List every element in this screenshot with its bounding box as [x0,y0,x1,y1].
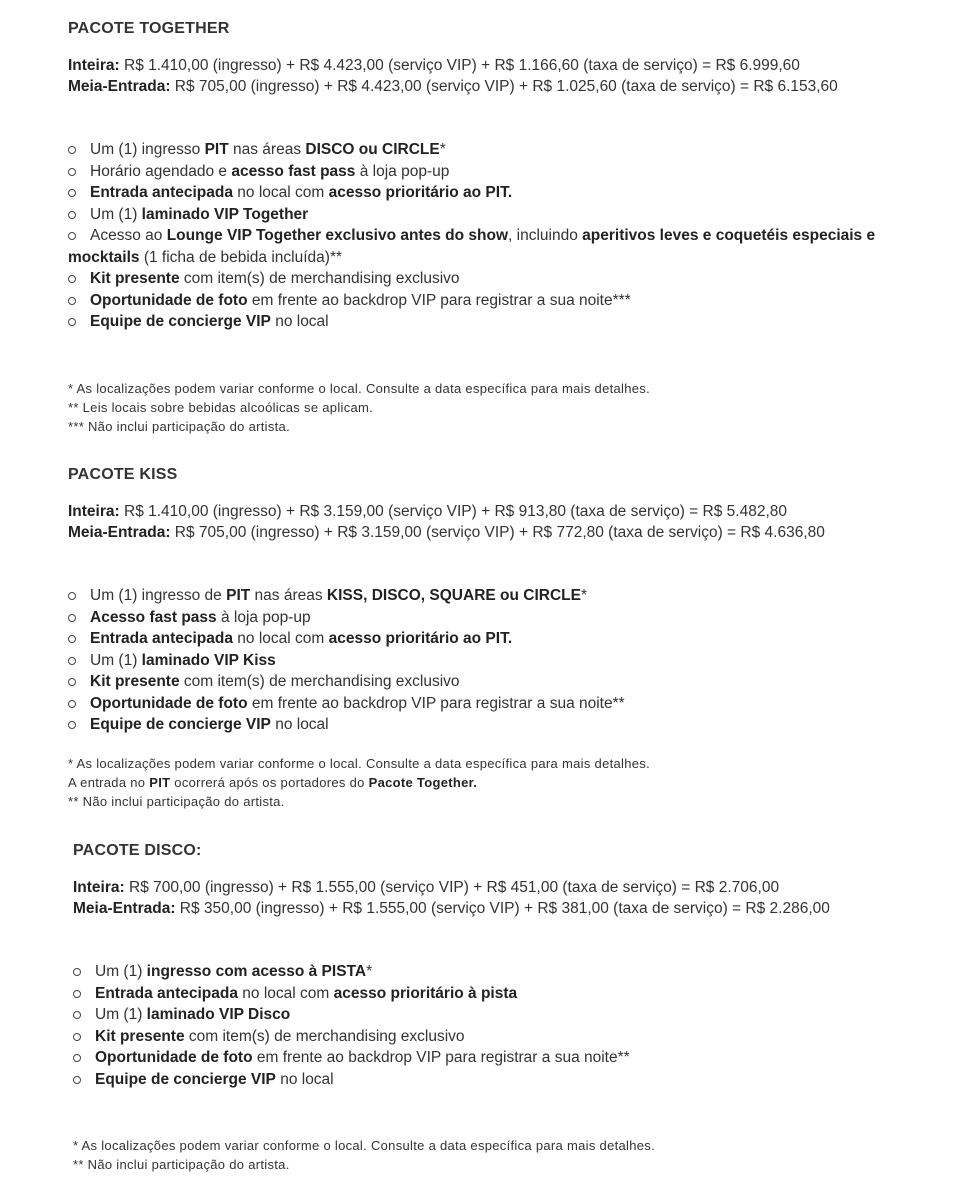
footnote [68,792,948,811]
bold-text: Oportunidade de foto [90,291,248,309]
bullet-icon [68,297,76,305]
list-item [68,290,948,312]
section-kiss [68,466,948,811]
bullet-icon [68,657,76,665]
text: em frente ao backdrop VIP para registrar a sua noite** [247,694,625,712]
text: Horário agendado e [90,162,232,180]
list-item [68,671,948,693]
price-line-meia [68,522,948,543]
bullet-icon [68,614,76,622]
footnotes [68,379,948,436]
bold-text: laminado VIP Together [141,205,309,223]
bold-text: Kit presente [95,1027,185,1045]
price-text: R$ 705,00 (ingresso) + R$ 4.423,00 (serviço VIP) + R$ 1.025,60 (taxa de serviço) = R$ 6.153,60 [170,78,838,95]
bold-text: PIT [226,587,251,604]
list-item [73,961,953,983]
price-text: R$ 1.410,00 (ingresso) + R$ 4.423,00 (serviço VIP) + R$ 1.166,60 (taxa de serviço) = R$ 6.999,60 [119,57,800,74]
section-together [68,20,948,436]
text: , incluindo [508,227,583,244]
text: no local com [233,184,329,201]
text: Um (1) [90,651,142,669]
price-text: R$ 705,00 (ingresso) + R$ 3.159,00 (serviço VIP) + R$ 772,80 (taxa de serviço) = R$ 4.636,80 [170,524,825,541]
text: com item(s) de merchandising exclusivo [184,1027,465,1045]
bullet-icon [73,1011,81,1019]
list-item [73,983,953,1005]
bold-text: Equipe de concierge VIP [90,313,271,330]
bullet-icon [73,968,81,976]
bold-text: Oportunidade de foto [90,694,248,712]
price-block [73,877,953,919]
price-text: R$ 700,00 (ingresso) + R$ 1.555,00 (serviço VIP) + R$ 451,00 (taxa de serviço) = R$ 2.706,00 [124,879,780,896]
text: nas áreas [250,587,327,604]
list-item [68,311,948,333]
price-label: Inteira: [68,503,120,520]
text: à loja pop-up [216,608,311,626]
bold-text: laminado VIP Disco [146,1006,291,1023]
list-item [68,585,948,607]
price-label: Meia-Entrada: [68,524,171,541]
bold-text: PIT [204,141,229,158]
bullet-icon [68,275,76,283]
bold-text: ingresso com acesso à PISTA [146,963,367,980]
price-block [68,501,948,543]
bullet-icon [73,1076,81,1084]
list-item [68,628,948,650]
text: no local [270,716,329,733]
bullet-icon [68,189,76,197]
text: em frente ao backdrop VIP para registrar a sua noite** [252,1049,630,1066]
bold-text: acesso prioritário ao PIT. [328,184,513,201]
list-item [68,268,948,290]
list-item [73,1026,953,1048]
text: * As localizações podem variar conforme o local. Consulte a data específica para mais detalhes. [68,755,651,771]
bullet-icon [68,232,76,240]
bold-text: Equipe de concierge VIP [90,716,271,733]
benefit-list [68,585,948,736]
list-item [73,1004,953,1026]
text: A entrada no [68,774,150,790]
bold-text: acesso fast pass [231,162,356,180]
list-item [73,1069,953,1091]
bullet-icon [68,168,76,176]
price-label: Inteira: [73,879,125,896]
bold-text: KISS, DISCO, SQUARE ou CIRCLE [326,587,581,604]
footnote [68,754,948,773]
price-label: Meia-Entrada: [68,78,171,95]
text: Um (1) [95,1006,147,1023]
footnotes [73,1136,953,1174]
bullet-icon [68,592,76,600]
text: ** Leis locais sobre bebidas alcoólicas se aplicam. [68,399,374,415]
bold-text: Kit presente [90,673,180,690]
footnotes [68,754,948,811]
benefit-list [73,961,953,1090]
text: * [366,963,373,980]
price-line-meia [73,898,953,919]
price-line-meia [68,76,948,97]
price-block [68,55,948,97]
footnote [73,1155,953,1174]
text: (1 ficha de bebida incluída)** [139,248,343,266]
bold-text: Entrada antecipada [90,184,233,201]
bold-text: acesso prioritário à pista [333,984,518,1002]
text: no local com [238,984,334,1002]
text: * [439,141,446,158]
bullet-icon [73,1054,81,1062]
text: Um (1) ingresso de [90,587,227,604]
text: no local [270,313,329,330]
section-title: PACOTE TOGETHER [68,20,230,37]
list-item [68,714,948,736]
bold-text: PIT [149,774,171,790]
bullet-icon [73,990,81,998]
footnote [73,1136,953,1155]
bold-text: Pacote Together. [368,774,478,790]
bullet-icon [68,146,76,154]
list-item [68,182,948,204]
bullet-icon [73,1033,81,1041]
bold-text: acesso prioritário ao PIT. [328,630,513,647]
text: Um (1) [90,205,142,223]
section-title: PACOTE KISS [68,466,178,483]
bold-text: Entrada antecipada [90,630,233,647]
list-item [73,1047,953,1069]
text: em frente ao backdrop VIP para registrar a sua noite*** [247,291,631,309]
text: * As localizações podem variar conforme o local. Consulte a data específica para mais detalhes. [68,380,651,396]
price-text: R$ 350,00 (ingresso) + R$ 1.555,00 (serviço VIP) + R$ 381,00 (taxa de serviço) = R$ 2.286,00 [175,900,830,917]
price-label: Meia-Entrada: [73,900,176,917]
footnote [68,773,948,792]
bold-text: Kit presente [90,270,180,287]
text: ocorrerá após os portadores do [170,774,369,790]
list-item [68,161,948,183]
price-line-inteira [68,55,948,76]
text: Um (1) ingresso [90,141,205,158]
bullet-icon [68,721,76,729]
text: no local [275,1070,334,1088]
bullet-icon [68,635,76,643]
footnote [68,398,948,417]
bullet-icon [68,678,76,686]
text: com item(s) de merchandising exclusivo [179,673,460,690]
footnote [68,417,948,436]
bullet-icon [68,700,76,708]
bullet-icon [68,211,76,219]
text: à loja pop-up [355,162,450,180]
footnote [68,379,948,398]
text: Um (1) [95,963,147,980]
list-item [68,225,948,268]
text: no local com [233,630,329,647]
bold-text: DISCO ou CIRCLE [305,141,440,158]
list-item [68,204,948,226]
bold-text: Equipe de concierge VIP [95,1070,276,1088]
benefit-list [68,139,948,333]
price-line-inteira [68,501,948,522]
price-label: Inteira: [68,57,120,74]
text: com item(s) de merchandising exclusivo [179,270,460,287]
bold-text: Acesso fast pass [90,608,217,626]
price-text: R$ 1.410,00 (ingresso) + R$ 3.159,00 (serviço VIP) + R$ 913,80 (taxa de serviço) = R$ 5.482,80 [119,503,787,520]
list-item [68,650,948,672]
list-item [68,607,948,629]
text: * [580,587,588,604]
bold-text: Oportunidade de foto [95,1049,253,1066]
bold-text: Entrada antecipada [95,984,238,1002]
bold-text: aperitivos leves e coquetéis especiais e mocktails [68,227,876,266]
text: Acesso ao [90,227,167,244]
price-line-inteira [73,877,953,898]
bold-text: Lounge VIP Together exclusivo antes do show [166,227,509,244]
list-item [68,693,948,715]
section-disco [73,842,953,1174]
text: ** Não inclui participação do artista. [73,1157,290,1172]
text: *** Não inclui participação do artista. [68,418,290,434]
list-item [68,139,948,161]
bullet-icon [68,318,76,326]
text: ** Não inclui participação do artista. [68,793,285,809]
text: * As localizações podem variar conforme o local. Consulte a data específica para mais detalhes. [73,1138,656,1153]
text: nas áreas [228,141,306,158]
bold-text: laminado VIP Kiss [141,651,276,669]
section-title: PACOTE DISCO: [73,842,202,859]
